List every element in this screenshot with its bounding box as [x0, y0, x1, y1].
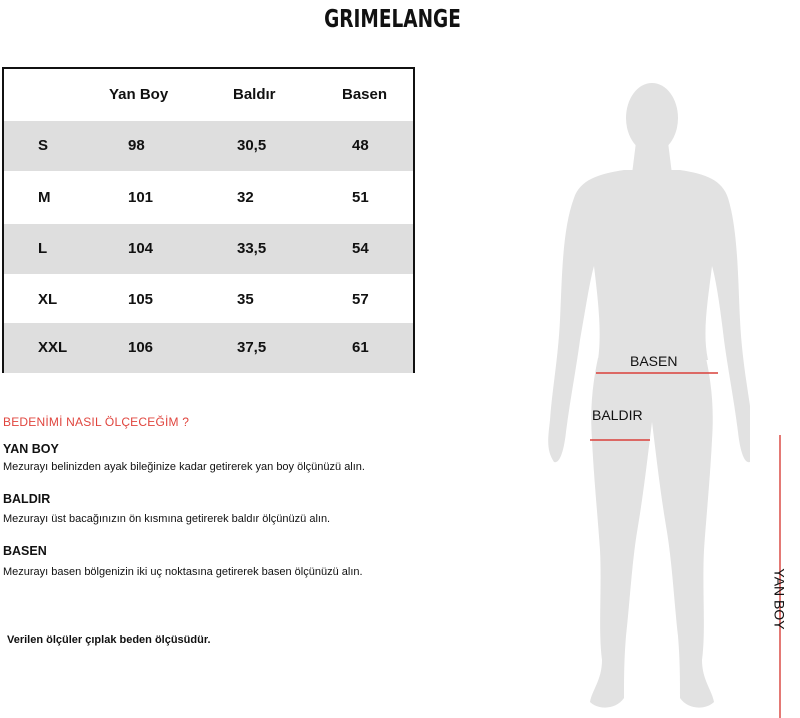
- table-row: [4, 173, 413, 223]
- baldir-text: Mezurayı üst bacağınızın ön kısmına getirerek baldır ölçünüzü alın.: [3, 513, 331, 525]
- table-header-cell: Basen: [342, 86, 388, 103]
- table-cell: 37,5: [237, 339, 267, 356]
- table-cell: 106: [128, 339, 154, 356]
- table-cell: 104: [128, 240, 154, 257]
- yan-boy-label: YAN BOY: [771, 568, 788, 630]
- table-row: [4, 323, 413, 373]
- yan-boy-text: Mezurayı belinizden ayak bileğinize kadar getirerek yan boy ölçünüzü alın.: [3, 461, 365, 473]
- table-header-cell: Baldır: [233, 86, 276, 103]
- table-cell: 33,5: [237, 240, 267, 257]
- table-cell: 32: [237, 189, 254, 206]
- table-cell: 61: [352, 339, 369, 356]
- basen-label: BASEN: [630, 353, 678, 369]
- size-cell: XXL: [38, 339, 68, 356]
- size-cell: S: [38, 137, 49, 154]
- body-silhouette: [540, 70, 750, 718]
- table-cell: 101: [128, 189, 154, 206]
- table-cell: 54: [352, 240, 369, 257]
- size-cell: XL: [38, 291, 58, 308]
- brand-logo: GRIMELANGE: [324, 4, 461, 33]
- table-cell: 48: [352, 137, 369, 154]
- baldir-title: BALDIR: [3, 492, 51, 506]
- yan-boy-title: YAN BOY: [3, 442, 59, 456]
- table-row: [4, 275, 413, 325]
- table-cell: 105: [128, 291, 154, 308]
- table-row: [4, 121, 413, 171]
- table-header-cell: Yan Boy: [109, 86, 169, 103]
- table-cell: 51: [352, 189, 369, 206]
- measurement-note: Verilen ölçüler çıplak beden ölçüsüdür.: [7, 634, 211, 646]
- baldir-label: BALDIR: [592, 407, 643, 423]
- table-header-row: [4, 69, 413, 119]
- measure-guide-title: BEDENİMİ NASIL ÖLÇECEĞİM ?: [3, 415, 190, 429]
- table-cell: 98: [128, 137, 145, 154]
- size-cell: L: [38, 240, 48, 257]
- table-cell: 30,5: [237, 137, 267, 154]
- table-row: [4, 224, 413, 274]
- table-cell: 57: [352, 291, 369, 308]
- table-cell: 35: [237, 291, 254, 308]
- basen-title: BASEN: [3, 544, 47, 558]
- basen-text: Mezurayı basen bölgenizin iki uç noktasına getirerek basen ölçünüzü alın.: [3, 566, 363, 578]
- size-cell: M: [38, 189, 51, 206]
- size-table: [2, 67, 415, 373]
